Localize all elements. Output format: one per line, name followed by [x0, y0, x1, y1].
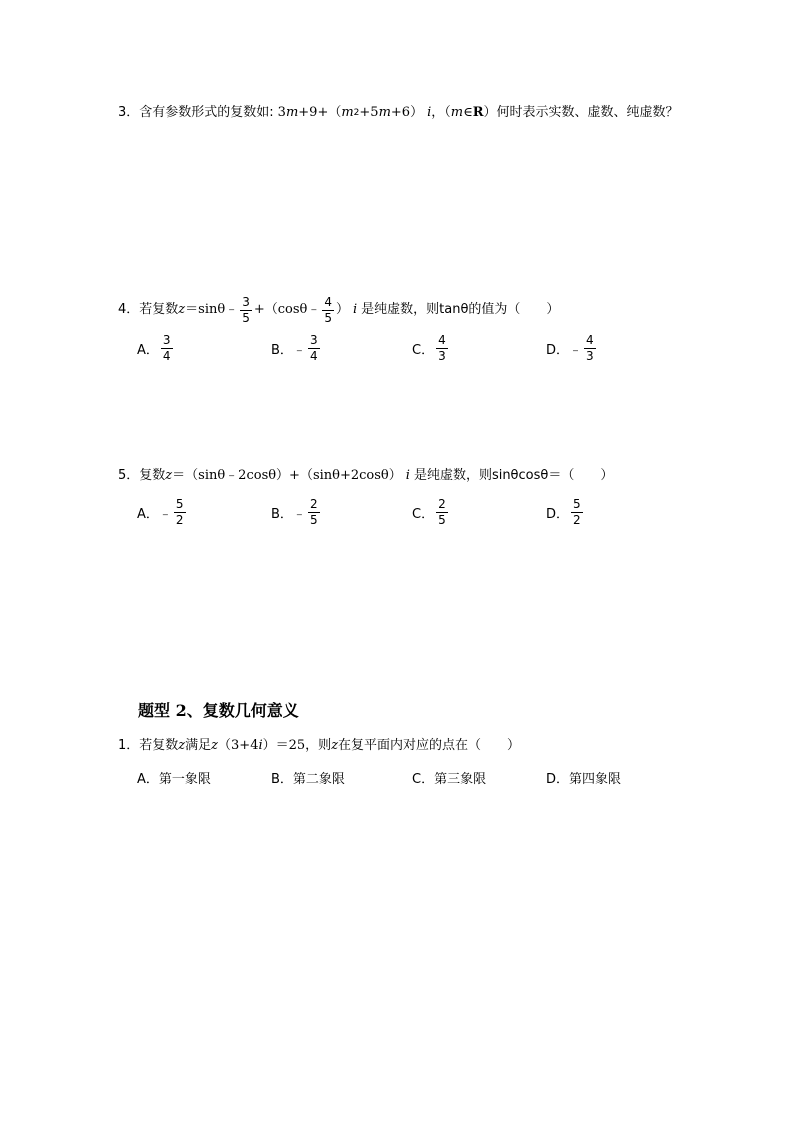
math-text: 3 [277, 105, 286, 120]
fraction-denominator: 2 [573, 512, 581, 527]
option-sign: ﹣ [569, 342, 583, 358]
math-text: ∈ [463, 105, 473, 120]
option-text: 第一象限 [158, 771, 211, 787]
option-c[interactable] [412, 494, 450, 530]
question-number: 4． [118, 302, 140, 317]
section-heading: 题型 2、复数几何意义 [138, 701, 299, 720]
question-number: 3． [118, 105, 140, 120]
fraction-denominator: 5 [242, 310, 250, 325]
fraction-numerator: 4 [438, 332, 446, 347]
math-var: z [178, 738, 186, 753]
fraction-numerator: 3 [309, 332, 318, 347]
fraction-denominator: 3 [586, 348, 594, 363]
math-text: ）＝25，则 [262, 738, 332, 753]
option-c[interactable] [412, 767, 486, 787]
option-text: 第三象限 [434, 771, 487, 787]
option-label: A． [137, 771, 159, 787]
option-label: D． [546, 771, 570, 787]
option-label: B． [271, 342, 293, 358]
question-text: 复数 [139, 468, 166, 483]
math-var: z [165, 468, 173, 483]
math-var: z [211, 738, 219, 753]
fraction-denominator: 2 [175, 512, 184, 527]
math-text: +（cosθ﹣ [253, 302, 321, 317]
fraction [174, 497, 186, 528]
question-text: ）何时表示实数、虚数、纯虚数？ [483, 105, 679, 120]
option-label: C． [412, 771, 435, 787]
fraction-denominator: 5 [438, 512, 446, 527]
math-var: z [331, 738, 339, 753]
question-text: 满足 [185, 738, 212, 753]
math-text: +6） [390, 105, 424, 120]
option-c[interactable] [412, 330, 450, 366]
math-var: i [258, 738, 263, 753]
fraction [308, 497, 320, 528]
section2-question-1 [118, 736, 520, 756]
question-text: 在复平面内对应的点在（ ） [338, 738, 521, 753]
fraction-denominator: 4 [162, 348, 171, 363]
math-text: +5 [359, 105, 379, 120]
fraction [308, 333, 320, 364]
fraction-numerator: 5 [573, 496, 581, 511]
math-text: ＝sinθ﹣ [185, 302, 239, 317]
option-b[interactable] [271, 494, 322, 530]
option-sign: ﹣ [158, 506, 172, 522]
option-a[interactable] [137, 330, 175, 366]
question-text: 是纯虚数，则tanθ的值为（ ） [361, 302, 560, 317]
option-label: D． [546, 342, 570, 358]
math-var: m [341, 105, 354, 120]
fraction-numerator: 4 [324, 294, 332, 309]
option-label: C． [412, 506, 435, 522]
fraction-denominator: 5 [309, 512, 318, 527]
math-var: m [450, 105, 464, 120]
math-var: i [352, 302, 358, 317]
fraction [322, 295, 334, 326]
question-4 [118, 290, 559, 330]
math-var: z [178, 302, 186, 317]
fraction-numerator: 3 [162, 332, 171, 347]
fraction [436, 333, 448, 364]
math-text: （3+4 [218, 738, 259, 753]
option-sign: ﹣ [292, 342, 306, 358]
question-5 [118, 466, 613, 486]
question-text: 若复数 [139, 302, 179, 317]
math-var: m [378, 105, 391, 120]
math-var: m [285, 105, 299, 120]
fraction-numerator: 5 [175, 496, 184, 511]
fraction [571, 497, 583, 528]
math-text: +9+（ [298, 105, 342, 120]
math-text: ＝（sinθ﹣2cosθ）+（sinθ+2cosθ） [172, 468, 402, 483]
option-label: D． [546, 506, 570, 522]
option-a[interactable] [137, 494, 188, 530]
option-d[interactable] [546, 767, 621, 787]
math-var: i [427, 105, 432, 120]
question-3: 3． 含有参数形式的复数如: 3 m +9+（ m 2 +5 m +6） i ，（ m ∈ R ）何时表示实数、虚数、纯虚数？ [118, 103, 679, 123]
option-d[interactable] [546, 330, 598, 366]
option-d[interactable] [546, 494, 585, 530]
question-number: 1． [118, 738, 140, 753]
question-number: 5． [118, 468, 140, 483]
option-b[interactable] [271, 330, 322, 366]
fraction [161, 333, 173, 364]
option-b[interactable] [271, 767, 345, 787]
option-label: A． [137, 342, 159, 358]
option-text: 第二象限 [292, 771, 345, 787]
option-label: C． [412, 342, 435, 358]
question-text: ，（ [431, 105, 451, 120]
fraction-denominator: 4 [309, 348, 318, 363]
fraction-numerator: 2 [438, 496, 446, 511]
fraction-numerator: 2 [309, 496, 318, 511]
option-label: B． [271, 506, 293, 522]
question-text: 含有参数形式的复数如: [139, 105, 274, 120]
option-label: A． [137, 506, 159, 522]
fraction [240, 295, 252, 326]
math-set: R [472, 105, 484, 120]
math-text: ） [335, 302, 349, 317]
option-sign: ﹣ [292, 506, 306, 522]
option-label: B． [271, 771, 293, 787]
fraction-denominator: 3 [438, 348, 446, 363]
fraction [436, 497, 448, 528]
fraction-numerator: 3 [242, 294, 250, 309]
fraction [584, 333, 596, 364]
fraction-numerator: 4 [586, 332, 594, 347]
fraction-denominator: 5 [324, 310, 332, 325]
option-a[interactable] [137, 767, 211, 787]
math-var: i [405, 468, 410, 483]
question-text: 是纯虚数，则sinθcosθ＝（ ） [413, 468, 614, 483]
option-text: 第四象限 [569, 771, 622, 787]
question-text: 若复数 [139, 738, 179, 753]
